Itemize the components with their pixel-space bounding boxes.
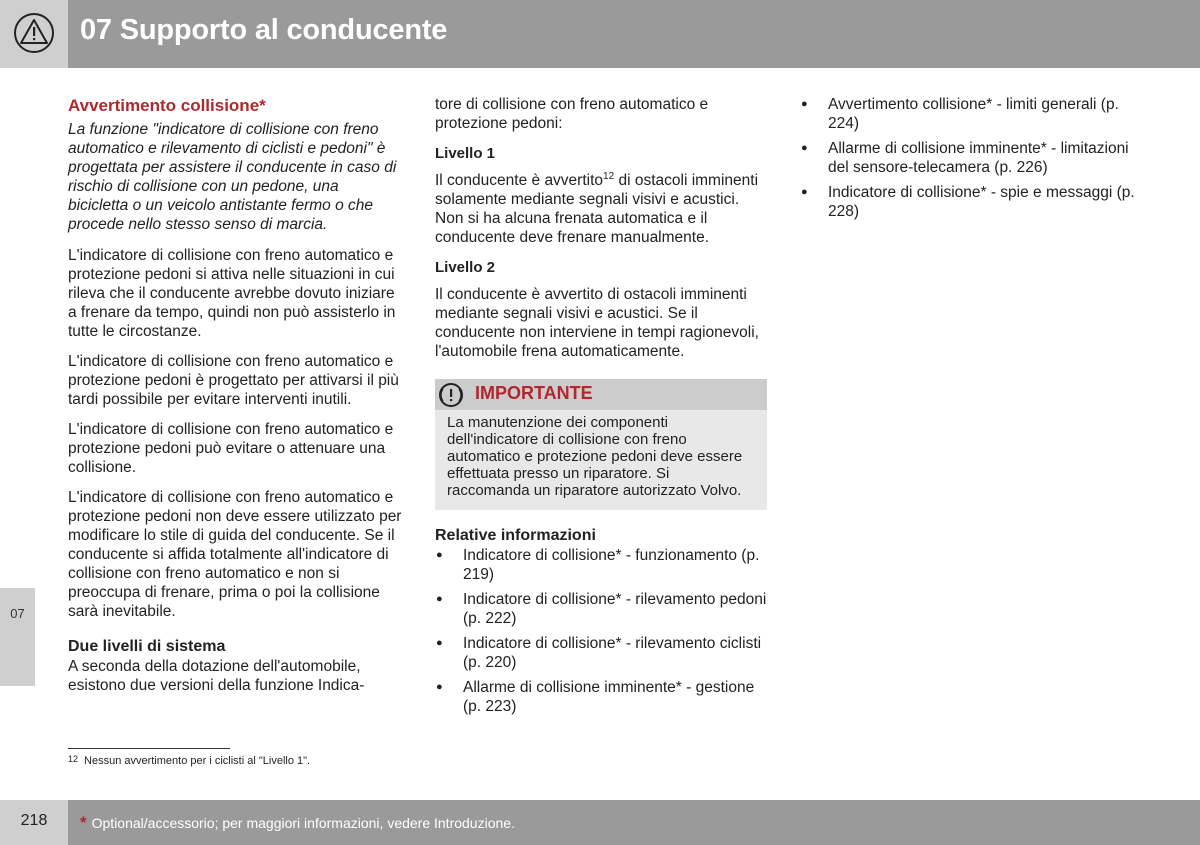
level-1-text-b: di ostacoli imminenti solamente mediante segnali visivi e acustici. Non si ha alcuna frenata automatica e il conducente deve frenare manualmente. <box>435 172 759 246</box>
column-2 <box>435 95 767 722</box>
related-heading: Relative informazioni <box>435 527 596 544</box>
important-header <box>435 379 767 410</box>
related-list <box>435 546 767 716</box>
list-item: ● Indicatore di collisione* - spie e messaggi (p. 228) <box>800 183 1145 221</box>
paragraph: tore di collisione con freno automatico e protezione pedoni: <box>435 96 709 132</box>
paragraph: A seconda della dotazione dell'automobile, esistono due versioni della funzione Indica- <box>68 658 365 694</box>
list-item: ● Allarme di collisione imminente* - gestione (p. 223) <box>435 678 767 716</box>
footer-note-text: Optional/accessorio; per maggiori informazioni, vedere Introduzione. <box>91 815 515 831</box>
list-item: ● Avvertimento collisione* - limiti generali (p. 224) <box>800 95 1145 133</box>
related-list-continued <box>800 95 1145 221</box>
subsection-heading: Due livelli di sistema <box>68 638 226 655</box>
paragraph: L'indicatore di collisione con freno automatico e protezione pedoni è progettato per attivarsi il più tardi possibile per evitare interventi inutili. <box>68 353 399 408</box>
important-title: IMPORTANTE <box>475 383 593 403</box>
intro-paragraph: La funzione "indicatore di collisione con freno automatico e rilevamento di ciclisti e pedoni" è progettata per assistere il conducente in caso di rischio di collisione con un pedone, una bicicletta o un veicolo antistante fermo o che procede nello stesso senso di marcia. <box>68 121 397 233</box>
paragraph: L'indicatore di collisione con freno automatico e protezione pedoni può evitare o attenuare una collisione. <box>68 421 394 476</box>
level-1-text-a: Il conducente è avvertito <box>435 172 604 189</box>
warning-triangle-icon <box>13 12 55 54</box>
exclamation-icon <box>438 382 464 408</box>
footnote-ref: 12 <box>603 171 615 182</box>
footer-note <box>80 813 515 833</box>
footnote-number: 12 <box>68 754 79 764</box>
level-1-title: Livello 1 <box>435 145 496 162</box>
chapter-tab-label: 07 <box>10 606 25 621</box>
list-item: ● Indicatore di collisione* - rilevamento ciclisti (p. 220) <box>435 634 767 672</box>
important-text: La manutenzione dei componenti dell'indicatore di collisione con freno automatico e protezione pedoni deve essere effettuata presso un riparatore. Si raccomanda un riparatore autorizzato Volvo. <box>447 414 743 499</box>
important-box <box>435 379 767 510</box>
level-2-text: Il conducente è avvertito di ostacoli imminenti mediante segnali visivi e acustici. Se il conducente non interviene in tempi ragionevoli, l'automobile frena automaticamente. <box>435 286 759 360</box>
footnote <box>68 755 310 767</box>
paragraph: L'indicatore di collisione con freno automatico e protezione pedoni si attiva nelle situazioni in cui rileva che il conducente avrebbe dovuto iniziare a frenare da tempo, quindi non può assisterlo in tutte le circostanze. <box>68 247 396 340</box>
level-2-title: Livello 2 <box>435 259 496 276</box>
list-item: ● Indicatore di collisione* - funzionamento (p. 219) <box>435 546 767 584</box>
section-heading: Avvertimento collisione* <box>68 96 266 115</box>
page-number: 218 <box>20 812 48 829</box>
level-1-text <box>435 171 767 247</box>
chapter-title: 07 Supporto al conducente <box>80 14 448 46</box>
list-item: ● Indicatore di collisione* - rilevamento pedoni (p. 222) <box>435 590 767 628</box>
chapter-tab <box>0 588 35 686</box>
footnote-divider <box>68 748 230 749</box>
column-3 <box>800 95 1145 227</box>
paragraph: L'indicatore di collisione con freno automatico e protezione pedoni non deve essere utilizzato per modificare lo stile di guida del conducente. Se il conducente si affida totalmente all'indicatore di collisione con freno automatico e non si preoccupa di frenare, prima o poi la collisione sarà inevitabile. <box>68 489 402 620</box>
column-1 <box>68 95 403 706</box>
footnote-text: Nessun avvertimento per i ciclisti al "Livello 1". <box>84 755 311 767</box>
optional-star: * <box>80 813 87 832</box>
list-item: ● Allarme di collisione imminente* - limitazioni del sensore-telecamera (p. 226) <box>800 139 1145 177</box>
